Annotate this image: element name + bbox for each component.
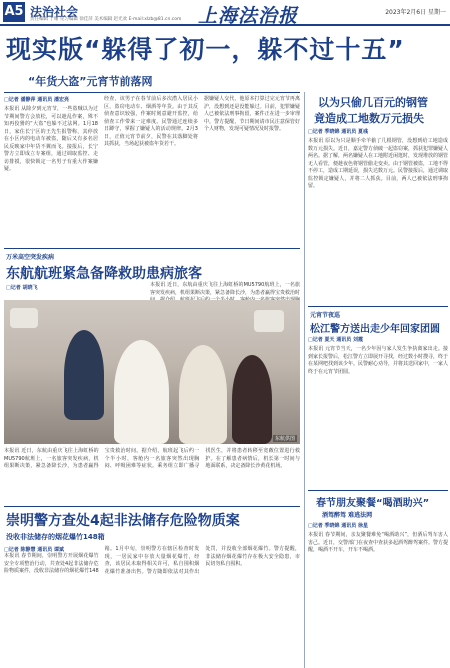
medical-staff xyxy=(179,345,227,444)
passenger xyxy=(232,355,272,444)
date-line: 2023年2月6日 星期一 xyxy=(385,9,446,16)
cabin-window xyxy=(254,310,284,332)
side-headline: 以为只偷几百元的钢管 xyxy=(318,96,428,109)
page-number: A5 xyxy=(3,2,25,22)
main-text-3: 据嫌疑人交代，他原本打算过完元宵节再离沪，没想到还是没能躲过。目前，犯罪嫌疑人已被依法刑事拘留，案件正在进一步审理中。警方提醒，节日期间请市民注意保管好个人财物，发现可疑情况及时报警。 xyxy=(204,96,300,132)
main-story-col-3 xyxy=(204,96,300,246)
rescue-photo xyxy=(4,300,300,444)
page-header xyxy=(0,0,450,26)
rescue-story-body xyxy=(4,448,300,504)
rescue-kicker: 万米高空突发疾病 xyxy=(6,254,55,261)
side-headline-2: 竟造成工地数万元损失 xyxy=(314,112,424,125)
reunion-divider xyxy=(308,306,448,307)
police-story-body xyxy=(4,546,300,666)
column-divider xyxy=(304,92,305,668)
main-story-col-1 xyxy=(4,96,98,246)
rescue-lead-text: 本报讯 近日，东航由重庆飞往上海虹桥的MU5790航班上，一名旅客突发疾病，机组果断决策，紧急备降长沙，为患者赢得宝贵救治时 xyxy=(150,282,301,296)
photo-caption: 东航供图 xyxy=(274,436,295,442)
main-subhead: “年货大盗”元宵节前落网 xyxy=(28,75,153,88)
rescue-headline: 东航航班紧急备降救助患病旅客 xyxy=(6,266,202,282)
drink-text: 本报讯 春节期间，亲友聚餐难免“喝酒助兴”，但酒后驾车害人害己。近日，交警部门在夜查中查获多起酒驾醉驾案件。警方提醒，喝酒不开车，开车不喝酒。 xyxy=(308,532,449,553)
police-subhead: 没收非法储存的烟花爆竹148箱 xyxy=(6,533,105,541)
drink-headline: 春节朋友聚餐“喝酒助兴” xyxy=(316,498,430,509)
reunion-text: 本报讯 元宵节当天，一名少年因与家人发生争执离家出走。接到家长报警后，松江警方立即展开寻找，经过数小时搜寻，终于在某网吧找到该少年。民警耐心劝导，并将其送回家中，一家人终于在元宵节团圆。 xyxy=(308,346,449,375)
reunion-byline: □记者 夏天 通讯员 刘霞 xyxy=(308,337,363,343)
police-headline: 崇明警方查处4起非法储存危险物质案 xyxy=(6,513,240,529)
main-story-col-2 xyxy=(104,96,198,246)
rescue-byline: □记者 胡晓飞 xyxy=(6,285,38,291)
rescue-lead xyxy=(150,282,300,298)
rescue-divider xyxy=(4,248,300,249)
reunion-story-body xyxy=(308,336,448,486)
police-text: 本报讯 春节期间，崇明警方开展烟花爆竹安全专项整治行动，共查处4起非法储存危险物质案件，没收非法储存的烟花爆竹148箱。1月中旬，崇明警方在辖区检查时发现，一居民家中存放大量烟花爆竹，经查，该居民未取得相关许可，私自囤积烟花爆竹准备出售。警方随即依法对其作出处罚，并没收全部烟花爆竹。警方提醒，非法储存烟花爆竹存在极大安全隐患，市民切勿私自囤积。 xyxy=(4,546,300,575)
edition-line: 责任编辑 于珊 见习编辑 徐佳萍 美术编辑 赵光欢 E-mail:xlzb@81.cn.com xyxy=(30,17,182,22)
cabin-window xyxy=(10,308,38,328)
main-text-2: 经查，该男子在春节前后多次潜入居民小区，盗窃电动车、烟酒等年货。由于其反侦查意识较强，作案时刻意避开监控，给侦查工作带来一定难度。民警通过连续多日蹲守，掌握了嫌疑人的活动规律。2月3日，正值元宵节前夕，民警在其落脚处将其抓获，当场起获被盗年货若干。 xyxy=(104,96,198,147)
headline-divider xyxy=(4,92,300,93)
police-divider xyxy=(4,506,300,507)
section-title: 法治社会 xyxy=(30,5,79,19)
side-byline: □记者 季晓锦 通讯员 夏彧 xyxy=(308,129,368,135)
drink-divider xyxy=(308,490,448,491)
crew-member xyxy=(64,330,104,420)
side-text: 本报讯 原以为只是顺手牵羊偷了几根钢管，没想到给工地造成数万元损失。近日，嘉定警方侦破一起盗窃案，抓获犯罪嫌疑人两名。据了解，两名嫌疑人在工地附近闲逛时，发现堆放的钢管无人看管，便趁夜色将钢管偷走变卖。由于钢管被盗，工地不得不停工，造成工期延误，损失达数万元。民警接报后，通过调取监控锁定嫌疑人，并将二人抓获。目前，两人已被依法刑事拘留。 xyxy=(308,138,449,189)
drink-subhead: 酒驾醉驾 难逃法网 xyxy=(322,512,373,519)
drink-byline: □记者 季晓锦 通讯员 徐星 xyxy=(308,523,368,529)
main-text-1: 本报讯 从除夕到元宵节，一些盗贼以为过节期间警方会放松，可以趁乱作案，殊不知再狡猾的“大盗”也躲不过法网。1月18日，家住长宁区的王先生报警称，其停放在小区内的电动车被盗，随后又有多名居民反映家中年货不翼而飞。接报后，长宁警方立即成立专案组，通过调取监控、走访排摸，很快锁定一名男子有重大作案嫌疑。 xyxy=(4,106,98,172)
main-byline: □记者 潘静萍 通讯员 潘宏亮 xyxy=(4,97,69,103)
reunion-kicker: 元宵节夜巡 xyxy=(310,312,341,319)
rescue-text: 本报讯 近日，东航由重庆飞往上海虹桥的MU5790航班上，一名旅客突发疾病，机组果断决策，紧急备降长沙，为患者赢得宝贵救治时间。据介绍，航班起飞后约一个半小时，客舱内一名旅客突然出现胸闷、呼吸困难等症状。乘务组立即广播寻找医生，并将患者转移至宽敞位置进行救护。在了解患者病情后，机长第一时间与地面联系，决定备降长沙黄花机场。 xyxy=(4,448,300,469)
medical-staff xyxy=(114,340,169,444)
masthead-logo: 上海法治报 xyxy=(198,5,299,27)
police-byline: □记者 陈静慧 通讯员 谭斌 xyxy=(4,547,64,553)
reunion-headline: 松江警方送出走少年回家团圆 xyxy=(310,324,440,335)
side-story-body xyxy=(308,128,448,306)
drink-story-body xyxy=(308,522,448,666)
main-headline: 现实版“躲得了初一，躲不过十五” xyxy=(6,35,405,64)
